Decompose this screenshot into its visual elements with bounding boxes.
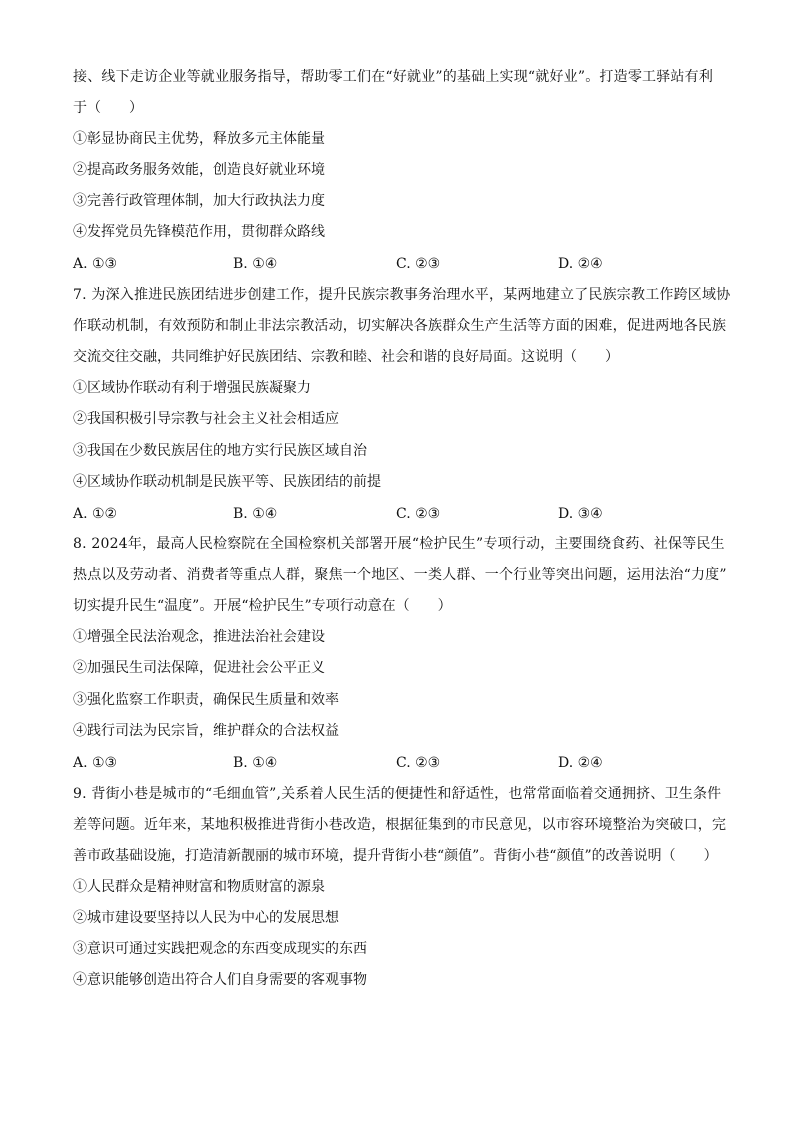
q8-options xyxy=(73,753,713,773)
q6-options xyxy=(73,254,713,274)
q9-stem-line-2: 差等问题。近年来，某地积极推进背街小巷改造，根据征集到的市民意见，以市容环境整治为突破口，完 xyxy=(73,817,727,833)
q8-statement-3: ③强化监察工作职责，确保民生质量和效率 xyxy=(73,692,339,708)
q7-option-c[interactable]: C. ②③ xyxy=(396,506,441,522)
q8-option-c[interactable]: C. ②③ xyxy=(396,755,441,771)
q9-statement-2: ②城市建设要坚持以人民为中心的发展思想 xyxy=(73,910,339,926)
q8-statement-1: ①增强全民法治观念，推进法治社会建设 xyxy=(73,629,325,645)
q8-statement-4: ④践行司法为民宗旨，维护群众的合法权益 xyxy=(73,723,339,739)
q8-option-a[interactable]: A. ①③ xyxy=(73,755,118,771)
q8-statement-2: ②加强民生司法保障，促进社会公平正义 xyxy=(73,660,325,676)
q8-stem-line-2: 热点以及劳动者、消费者等重点人群，聚焦一个地区、一类人群、一个行业等突出问题，运用法治“力度” xyxy=(73,567,727,583)
q8-option-d[interactable]: D. ②④ xyxy=(558,755,603,771)
q6-statement-1: ①彰显协商民主优势，释放多元主体能量 xyxy=(73,131,325,147)
q9-statement-1: ①人民群众是精神财富和物质财富的源泉 xyxy=(73,879,325,895)
q6-option-d[interactable]: D. ②④ xyxy=(558,256,603,272)
q6-stem-line-1: 接、线下走访企业等就业服务指导，帮助零工们在“好就业”的基础上实现“就好业”。打造零工驿站有利 xyxy=(73,69,714,85)
q7-stem-line-2: 作联动机制，有效预防和制止非法宗教活动，切实解决各族群众生产生活等方面的困难，促进两地各民族 xyxy=(73,318,727,334)
q7-statement-3: ③我国在少数民族居住的地方实行民族区域自治 xyxy=(73,443,367,459)
q7-option-d[interactable]: D. ③④ xyxy=(558,506,603,522)
q6-statement-4: ④发挥党员先锋模范作用，贯彻群众路线 xyxy=(73,224,325,240)
q7-statement-1: ①区域协作联动有利于增强民族凝聚力 xyxy=(73,380,311,396)
q6-statement-3: ③完善行政管理体制，加大行政执法力度 xyxy=(73,193,325,209)
q7-option-b[interactable]: B. ①④ xyxy=(233,506,278,522)
q9-statement-4: ④意识能够创造出符合人们自身需要的客观事物 xyxy=(73,972,367,988)
q8-stem-line-3: 切实提升民生“温度”。开展“检护民生”专项行动意在（ ） xyxy=(73,598,452,614)
q6-option-c[interactable]: C. ②③ xyxy=(396,256,441,272)
q7-statement-4: ④区域协作联动机制是民族平等、民族团结的前提 xyxy=(73,474,381,490)
q7-options xyxy=(73,504,713,524)
q6-option-b[interactable]: B. ①④ xyxy=(233,256,278,272)
q8-option-b[interactable]: B. ①④ xyxy=(233,755,278,771)
q7-stem-line-3: 交流交往交融，共同维护好民族团结、宗教和睦、社会和谐的良好局面。这说明（ ） xyxy=(73,349,619,365)
q7-stem-line-1: 7. 为深入推进民族团结进步创建工作，提升民族宗教事务治理水平，某两地建立了民族宗教工作跨区域协 xyxy=(73,287,731,303)
q9-stem-line-1: 9. 背街小巷是城市的“毛细血管”,关系着人民生活的便捷性和舒适性，也常常面临着交通拥挤、卫生条件 xyxy=(73,786,722,802)
q6-stem-line-2: 于（ ） xyxy=(73,100,143,116)
q9-stem-line-3: 善市政基础设施，打造清新靓丽的城市环境，提升背街小巷“颜值”。背街小巷“颜值”的改善说明（ ） xyxy=(73,848,718,864)
q7-statement-2: ②我国积极引导宗教与社会主义社会相适应 xyxy=(73,411,339,427)
q7-option-a[interactable]: A. ①② xyxy=(73,506,118,522)
q6-option-a[interactable]: A. ①③ xyxy=(73,256,118,272)
q6-statement-2: ②提高政务服务效能，创造良好就业环境 xyxy=(73,162,325,178)
q9-statement-3: ③意识可通过实践把观念的东西变成现实的东西 xyxy=(73,941,367,957)
q8-stem-line-1: 8. 2024年，最高人民检察院在全国检察机关部署开展“检护民生”专项行动，主要围绕食药、社保等民生 xyxy=(73,536,725,552)
